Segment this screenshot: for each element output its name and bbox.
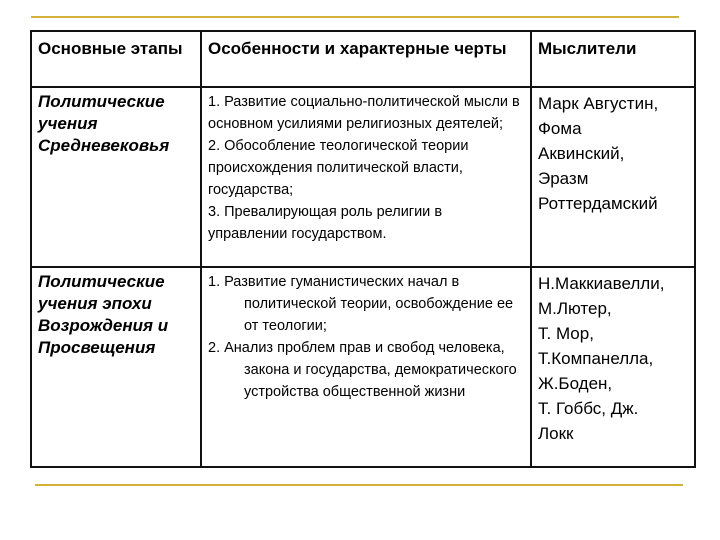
thinker-line: Роттердамский	[538, 194, 658, 213]
table-row	[31, 87, 695, 267]
thinker-line: Н.Маккиавелли,	[538, 274, 665, 293]
thinker-line: М.Лютер,	[538, 299, 612, 318]
thinker-line: Фома	[538, 119, 582, 138]
table-header-row	[31, 31, 695, 87]
feature-item: 1. Развитие социально-политической мысли в основном усилиями религиозных деятелей;	[208, 94, 520, 132]
thinker-line: Т. Мор,	[538, 324, 594, 343]
header-features: Особенности и характерные черты	[201, 31, 531, 87]
thinker-line: Т. Гоббс, Дж.	[538, 399, 639, 418]
feature-item: 1. Развитие гуманистических начал в политической теории, освобождение ее от теологии;	[208, 274, 514, 334]
thinker-line: Ж.Боден,	[538, 374, 613, 393]
thinker-line: Аквинский,	[538, 144, 625, 163]
top-decorative-rule	[31, 16, 679, 18]
thinker-line: Эразм	[538, 169, 589, 188]
features-cell	[201, 267, 531, 467]
stage-cell: Политические учения Средневековья	[31, 87, 201, 267]
feature-item: 2. Обособление теологической теории происхождения политической власти, государства;	[208, 138, 469, 198]
feature-item: 2. Анализ проблем прав и свобод человека, закона и государства, демократического устройства общественной жизни	[208, 340, 517, 400]
header-stages: Основные этапы	[31, 31, 201, 87]
feature-item: 3. Превалирующая роль религии в управлении государством.	[208, 204, 443, 242]
philosophy-table	[30, 30, 696, 468]
stage-cell: Политические учения эпохи Возрождения и Просвещения	[31, 267, 201, 467]
table-row	[31, 267, 695, 467]
features-cell	[201, 87, 531, 267]
thinker-line: Локк	[538, 424, 574, 443]
thinker-line: Т.Компанелла,	[538, 349, 654, 368]
thinker-line: Марк Августин,	[538, 94, 659, 113]
header-thinkers: Мыслители	[531, 31, 695, 87]
thinkers-cell	[531, 267, 695, 467]
thinkers-cell	[531, 87, 695, 267]
bottom-decorative-rule	[35, 484, 683, 486]
